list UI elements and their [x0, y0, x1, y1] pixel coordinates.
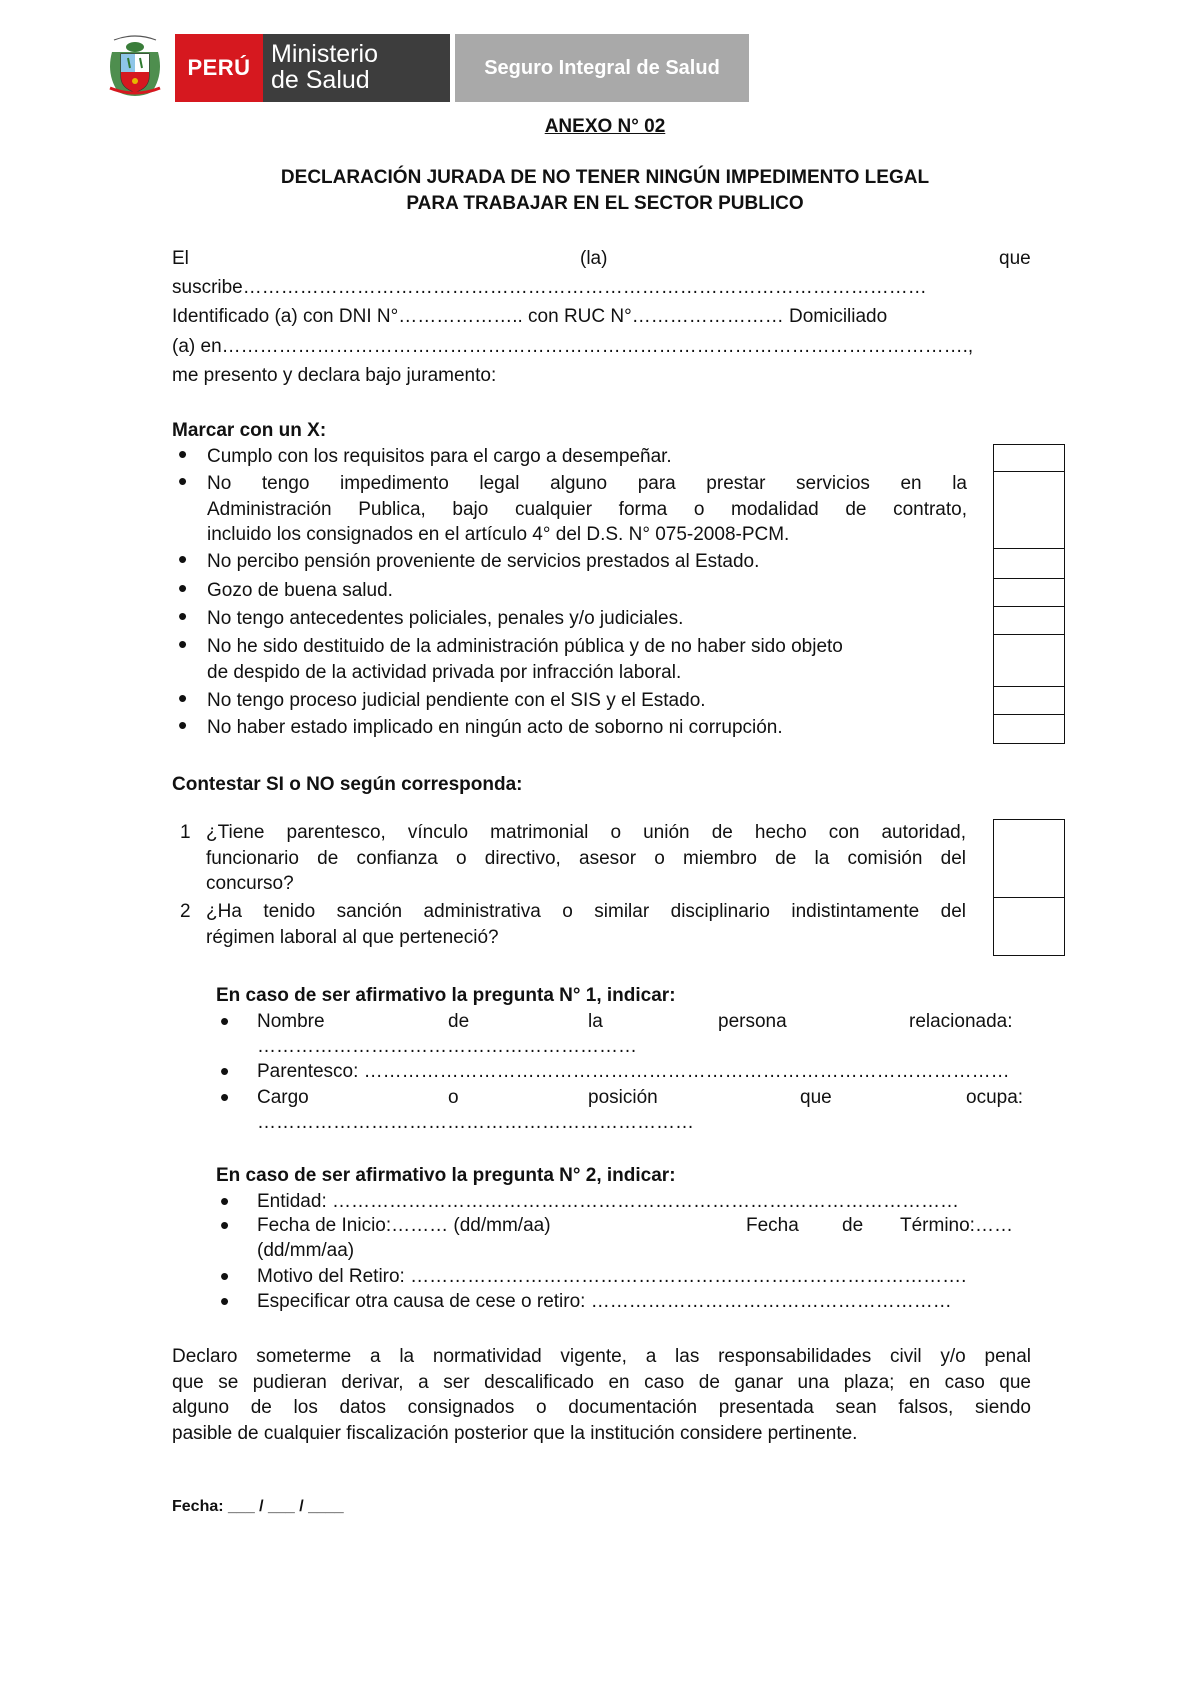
intro-la: (la): [580, 248, 608, 269]
mark-item-8: No haber estado implicado en ningún acto de soborno ni corrupción.: [207, 717, 783, 738]
ministry-line2: de Salud: [271, 66, 370, 94]
bullet: •: [178, 710, 188, 740]
fecha-termino-word-2: de: [842, 1215, 864, 1236]
mark-item-1: Cumplo con los requisitos para el cargo a desempeñar.: [207, 446, 672, 467]
fecha-termino-word-1: Fecha: [746, 1215, 799, 1236]
fecha-inicio-field: Fecha de Inicio:……… (dd/mm/aa): [257, 1215, 551, 1236]
bullet: •: [178, 439, 188, 469]
affirm1-heading: En caso de ser afirmativo la pregunta N° 1, indicar:: [216, 985, 676, 1006]
closing-line3: alguno de los datos consignados o documentación presentada sean falsos, siendo: [172, 1397, 1031, 1418]
cargo-word-4: que: [800, 1087, 832, 1108]
intro-suscribe: suscribe………………………………………………………………………………………………: [172, 277, 927, 298]
mark-item-4: Gozo de buena salud.: [207, 580, 393, 601]
bullet: •: [220, 1186, 230, 1216]
q2-number: 2: [180, 901, 191, 922]
intro-declara: me presento y declara bajo juramento:: [172, 365, 497, 386]
nombre-word-1: Nombre: [257, 1011, 325, 1032]
questions-heading: Contestar SI o NO según corresponda:: [172, 774, 523, 795]
mark-item-2-line2: Administración Publica, bajo cualquier forma o modalidad de contrato,: [207, 499, 967, 520]
bullet: •: [220, 1006, 230, 1036]
institution-brand-block: [455, 34, 749, 102]
mark-item-6-line2: de despido de la actividad privada por infracción laboral.: [207, 662, 682, 683]
q1-line2: funcionario de confianza o directivo, asesor o miembro de la comisión del: [206, 848, 966, 869]
closing-line4: pasible de cualquier fiscalización posterior que la institución considere pertinente.: [172, 1423, 858, 1444]
q1-line3: concurso?: [206, 873, 294, 894]
closing-line1: Declaro someterme a la normatividad vigente, a las responsabilidades civil y/o penal: [172, 1346, 1031, 1367]
mark-item-3: No percibo pensión proveniente de servicios prestados al Estado.: [207, 551, 760, 572]
nombre-word-4: persona: [718, 1011, 787, 1032]
checkbox-divider: [993, 634, 1065, 635]
bullet: •: [220, 1056, 230, 1086]
intro-que: que: [999, 248, 1031, 269]
bullet: •: [178, 466, 188, 496]
q1-line1: ¿Tiene parentesco, vínculo matrimonial o unión de hecho con autoridad,: [206, 822, 966, 843]
closing-line2: que se pudieran derivar, a ser descalificado en caso de ganar una plaza; en caso que: [172, 1372, 1031, 1393]
affirm2-heading: En caso de ser afirmativo la pregunta N° 2, indicar:: [216, 1165, 676, 1186]
cargo-dots: ……………………………………………………………: [257, 1112, 694, 1133]
q2-line2: régimen laboral al que perteneció?: [206, 927, 499, 948]
mark-item-5: No tengo antecedentes policiales, penales y/o judiciales.: [207, 608, 684, 629]
peru-brand-block: [175, 34, 263, 102]
nombre-word-5: relacionada:: [909, 1011, 1013, 1032]
checkbox-divider: [993, 548, 1065, 549]
doc-title-line1: DECLARACIÓN JURADA DE NO TENER NINGÚN IMPEDIMENTO LEGAL: [280, 167, 930, 188]
bullet: •: [220, 1082, 230, 1112]
fecha-termino-word-3: Término:……: [900, 1215, 1013, 1236]
bullet: •: [178, 601, 188, 631]
bullet: •: [178, 573, 188, 603]
q2-line1: ¿Ha tenido sanción administrativa o similar disciplinario indistintamente del: [206, 901, 966, 922]
intro-domicilio: (a) en……………………………………………………………………………………………………….,: [172, 336, 974, 357]
bullet: •: [178, 683, 188, 713]
peru-coat-of-arms-logo: [104, 34, 166, 100]
mark-item-6-line1: No he sido destituido de la administración pública y de no haber sido objeto: [207, 636, 843, 657]
bullet: •: [220, 1210, 230, 1240]
cargo-word-2: o: [448, 1087, 459, 1108]
cargo-word-3: posición: [588, 1087, 658, 1108]
parentesco-field: Parentesco: …………………………………………………………………………………………: [257, 1061, 1010, 1082]
mark-item-2-line1: No tengo impedimento legal alguno para prestar servicios en la: [207, 473, 967, 494]
checkbox-divider: [993, 471, 1065, 472]
fecha-termino-format: (dd/mm/aa): [257, 1240, 355, 1261]
ministry-line1: Ministerio: [271, 40, 378, 68]
otra-causa-field: Especificar otra causa de cese o retiro: …………………………………………………: [257, 1291, 952, 1312]
doc-title-line2: PARA TRABAJAR EN EL SECTOR PUBLICO: [406, 193, 804, 214]
mark-checkbox-column[interactable]: [993, 444, 1065, 744]
checkbox-divider: [993, 686, 1065, 687]
bullet: •: [178, 544, 188, 574]
q1-number: 1: [180, 822, 191, 843]
annex-title-wrap: [0, 114, 1200, 140]
answer-divider: [993, 897, 1065, 898]
cargo-word-1: Cargo: [257, 1087, 309, 1108]
intro-el: El: [172, 248, 189, 269]
mark-item-2-line3: incluido los consignados en el artículo 4° del D.S. N° 075-2008-PCM.: [207, 524, 790, 545]
intro-identificado: Identificado (a) con DNI N°……………….. con RUC N°…………………… Domiciliado: [172, 306, 888, 327]
bullet: •: [220, 1261, 230, 1291]
motivo-field: Motivo del Retiro: …………………………………………………………………………….: [257, 1266, 967, 1287]
answer-box-column[interactable]: [993, 819, 1065, 956]
nombre-word-2: de: [448, 1011, 470, 1032]
checkbox-divider: [993, 578, 1065, 579]
bullet: •: [178, 629, 188, 659]
nombre-word-3: la: [588, 1011, 603, 1032]
institution-label: Seguro Integral de Salud: [484, 56, 720, 79]
annex-title: ANEXO N° 02: [544, 116, 666, 137]
mark-item-7: No tengo proceso judicial pendiente con el SIS y el Estado.: [207, 690, 706, 711]
mark-heading: Marcar con un X:: [172, 420, 327, 441]
ministry-brand-block: [263, 34, 450, 102]
cargo-word-5: ocupa:: [966, 1087, 1024, 1108]
entidad-field: Entidad: ………………………………………………………………………………………: [257, 1191, 959, 1212]
nombre-dots: ……………………………………………………: [257, 1036, 637, 1057]
fecha-label: Fecha: ___ / ___ / ____: [172, 1498, 344, 1515]
checkbox-divider: [993, 714, 1065, 715]
checkbox-divider: [993, 606, 1065, 607]
bullet: •: [220, 1286, 230, 1316]
peru-label: PERÚ: [187, 55, 251, 80]
